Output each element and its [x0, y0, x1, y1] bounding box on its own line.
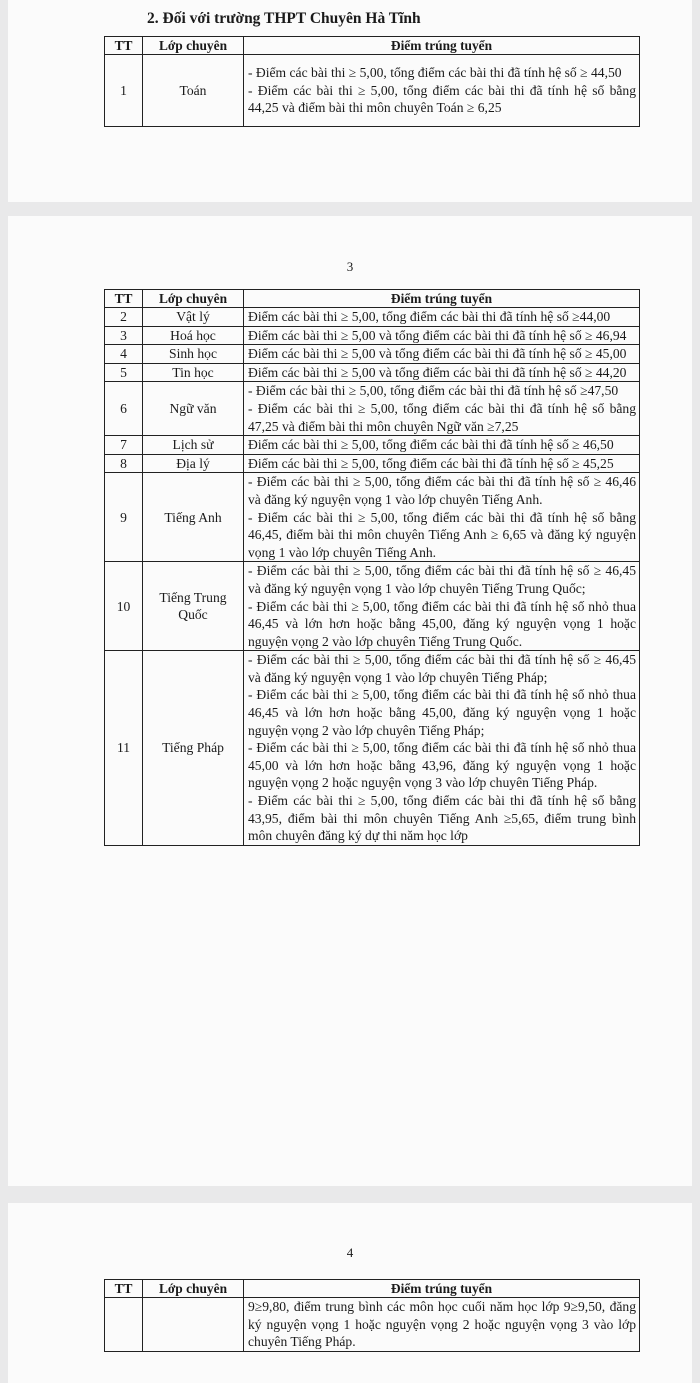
table-row	[105, 326, 640, 345]
row-criteria: - Điểm các bài thi ≥ 5,00, tổng điểm các bài thi đã tính hệ số ≥ 46,45 và đăng ký nguyện vọng 1 vào lớp chuyên Tiếng Trung Quốc; - Điểm các bài thi ≥ 5,00, tổng điểm các bài thi đã tính hệ số nhỏ thua 46,45 và lớn hơn hoặc bằng 45,00, đăng ký nguyện vọng 1 hoặc nguyện vọng 2 vào lớp chuyên Tiếng Trung Quốc.	[244, 562, 640, 651]
score-table-part-1	[104, 36, 640, 127]
table-row	[105, 1298, 640, 1352]
table-header-row	[105, 37, 640, 55]
row-criteria: Điểm các bài thi ≥ 5,00 và tổng điểm các bài thi đã tính hệ số ≥ 45,00	[244, 345, 640, 364]
row-tt: 10	[105, 562, 143, 651]
row-criteria: Điểm các bài thi ≥ 5,00, tổng điểm các bài thi đã tính hệ số ≥44,00	[244, 308, 640, 327]
row-class: Địa lý	[143, 454, 244, 473]
row-criteria: - Điểm các bài thi ≥ 5,00, tổng điểm các bài thi đã tính hệ số ≥47,50 - Điểm các bài thi ≥ 5,00, tổng điểm các bài thi đã tính hệ số bằng 47,25 và điểm bài thi môn chuyên Ngữ văn ≥7,25	[244, 382, 640, 436]
row-tt: 8	[105, 454, 143, 473]
row-criteria: Điểm các bài thi ≥ 5,00 và tổng điểm các bài thi đã tính hệ số ≥ 44,20	[244, 363, 640, 382]
row-tt: 9	[105, 473, 143, 562]
header-tt: TT	[105, 290, 143, 308]
row-class: Hoá học	[143, 326, 244, 345]
row-criteria: - Điểm các bài thi ≥ 5,00, tổng điểm các bài thi đã tính hệ số ≥ 44,50 - Điểm các bài thi ≥ 5,00, tổng điểm các bài thi đã tính hệ số bằng 44,25 và điểm bài thi môn chuyên Toán ≥ 6,25	[244, 55, 640, 127]
document-page-4	[8, 1203, 692, 1383]
row-criteria: - Điểm các bài thi ≥ 5,00, tổng điểm các bài thi đã tính hệ số ≥ 46,46 và đăng ký nguyện vọng 1 vào lớp chuyên Tiếng Anh. - Điểm các bài thi ≥ 5,00, tổng điểm các bài thi đã tính hệ số bằng 46,45, điểm bài thi môn chuyên Tiếng Anh ≥ 6,65 và đăng ký nguyện vọng 1 vào lớp chuyên Tiếng Anh.	[244, 473, 640, 562]
row-criteria: Điểm các bài thi ≥ 5,00, tổng điểm các bài thi đã tính hệ số ≥ 46,50	[244, 436, 640, 455]
row-class: Tiếng Trung Quốc	[143, 562, 244, 651]
row-class: Tiếng Anh	[143, 473, 244, 562]
table-row	[105, 55, 640, 127]
row-class: Toán	[143, 55, 244, 127]
header-class: Lớp chuyên	[143, 290, 244, 308]
table-row	[105, 382, 640, 436]
row-class: Ngữ văn	[143, 382, 244, 436]
table-row	[105, 562, 640, 651]
header-class: Lớp chuyên	[143, 37, 244, 55]
row-criteria: Điểm các bài thi ≥ 5,00 và tổng điểm các bài thi đã tính hệ số ≥ 46,94	[244, 326, 640, 345]
row-class: Tin học	[143, 363, 244, 382]
row-class: Vật lý	[143, 308, 244, 327]
row-class: Sinh học	[143, 345, 244, 364]
row-criteria: Điểm các bài thi ≥ 5,00, tổng điểm các bài thi đã tính hệ số ≥ 45,25	[244, 454, 640, 473]
row-criteria: - Điểm các bài thi ≥ 5,00, tổng điểm các bài thi đã tính hệ số ≥ 46,45 và đăng ký nguyện vọng 1 vào lớp chuyên Tiếng Pháp; - Điểm các bài thi ≥ 5,00, tổng điểm các bài thi đã tính hệ số nhỏ thua 46,45 và lớn hơn hoặc bằng 45,00, đăng ký nguyện vọng 1 hoặc nguyện vọng 2 vào lớp chuyên Tiếng Pháp; - Điểm các bài thi ≥ 5,00, tổng điểm các bài thi đã tính hệ số nhỏ thua 45,00 và lớn hơn hoặc bằng 43,96, đăng ký nguyện vọng 1 hoặc nguyện vọng 2 hoặc nguyện vọng 3 vào lớp chuyên Tiếng Pháp. - Điểm các bài thi ≥ 5,00, tổng điểm các bài thi đã tính hệ số bằng 43,95, điểm bài thi môn chuyên Tiếng Anh ≥5,65, điểm trung bình môn chuyên đăng ký dự thi năm học lớp	[244, 651, 640, 846]
row-tt: 4	[105, 345, 143, 364]
page-number: 3	[346, 259, 354, 274]
table-header-row	[105, 1280, 640, 1298]
table-row	[105, 363, 640, 382]
document-page-2	[8, 0, 692, 202]
table-row	[105, 308, 640, 327]
document-page-3	[8, 216, 692, 1186]
row-class: Tiếng Pháp	[143, 651, 244, 846]
table-row	[105, 345, 640, 364]
table-row	[105, 436, 640, 455]
score-table-part-3	[104, 1279, 640, 1352]
table-row	[105, 651, 640, 846]
row-tt: 7	[105, 436, 143, 455]
row-criteria: 9≥9,80, điểm trung bình các môn học cuối năm học lớp 9≥9,50, đăng ký nguyện vọng 1 hoặc nguyện vọng 2 hoặc nguyện vọng 3 vào lớp chuyên Tiếng Pháp.	[244, 1298, 640, 1352]
row-class: Lịch sử	[143, 436, 244, 455]
header-class: Lớp chuyên	[143, 1280, 244, 1298]
row-tt	[105, 1298, 143, 1352]
row-tt: 6	[105, 382, 143, 436]
header-score: Điểm trúng tuyển	[244, 37, 640, 55]
row-tt: 2	[105, 308, 143, 327]
row-tt: 1	[105, 55, 143, 127]
page-number: 4	[346, 1245, 354, 1260]
header-tt: TT	[105, 37, 143, 55]
header-tt: TT	[105, 1280, 143, 1298]
score-table-part-2	[104, 289, 640, 846]
table-row	[105, 454, 640, 473]
row-class	[143, 1298, 244, 1352]
row-tt: 3	[105, 326, 143, 345]
row-tt: 5	[105, 363, 143, 382]
table-row	[105, 473, 640, 562]
header-score: Điểm trúng tuyển	[244, 290, 640, 308]
row-tt: 11	[105, 651, 143, 846]
table-header-row	[105, 290, 640, 308]
section-heading: 2. Đối với trường THPT Chuyên Hà Tĩnh	[147, 10, 421, 27]
header-score: Điểm trúng tuyển	[244, 1280, 640, 1298]
